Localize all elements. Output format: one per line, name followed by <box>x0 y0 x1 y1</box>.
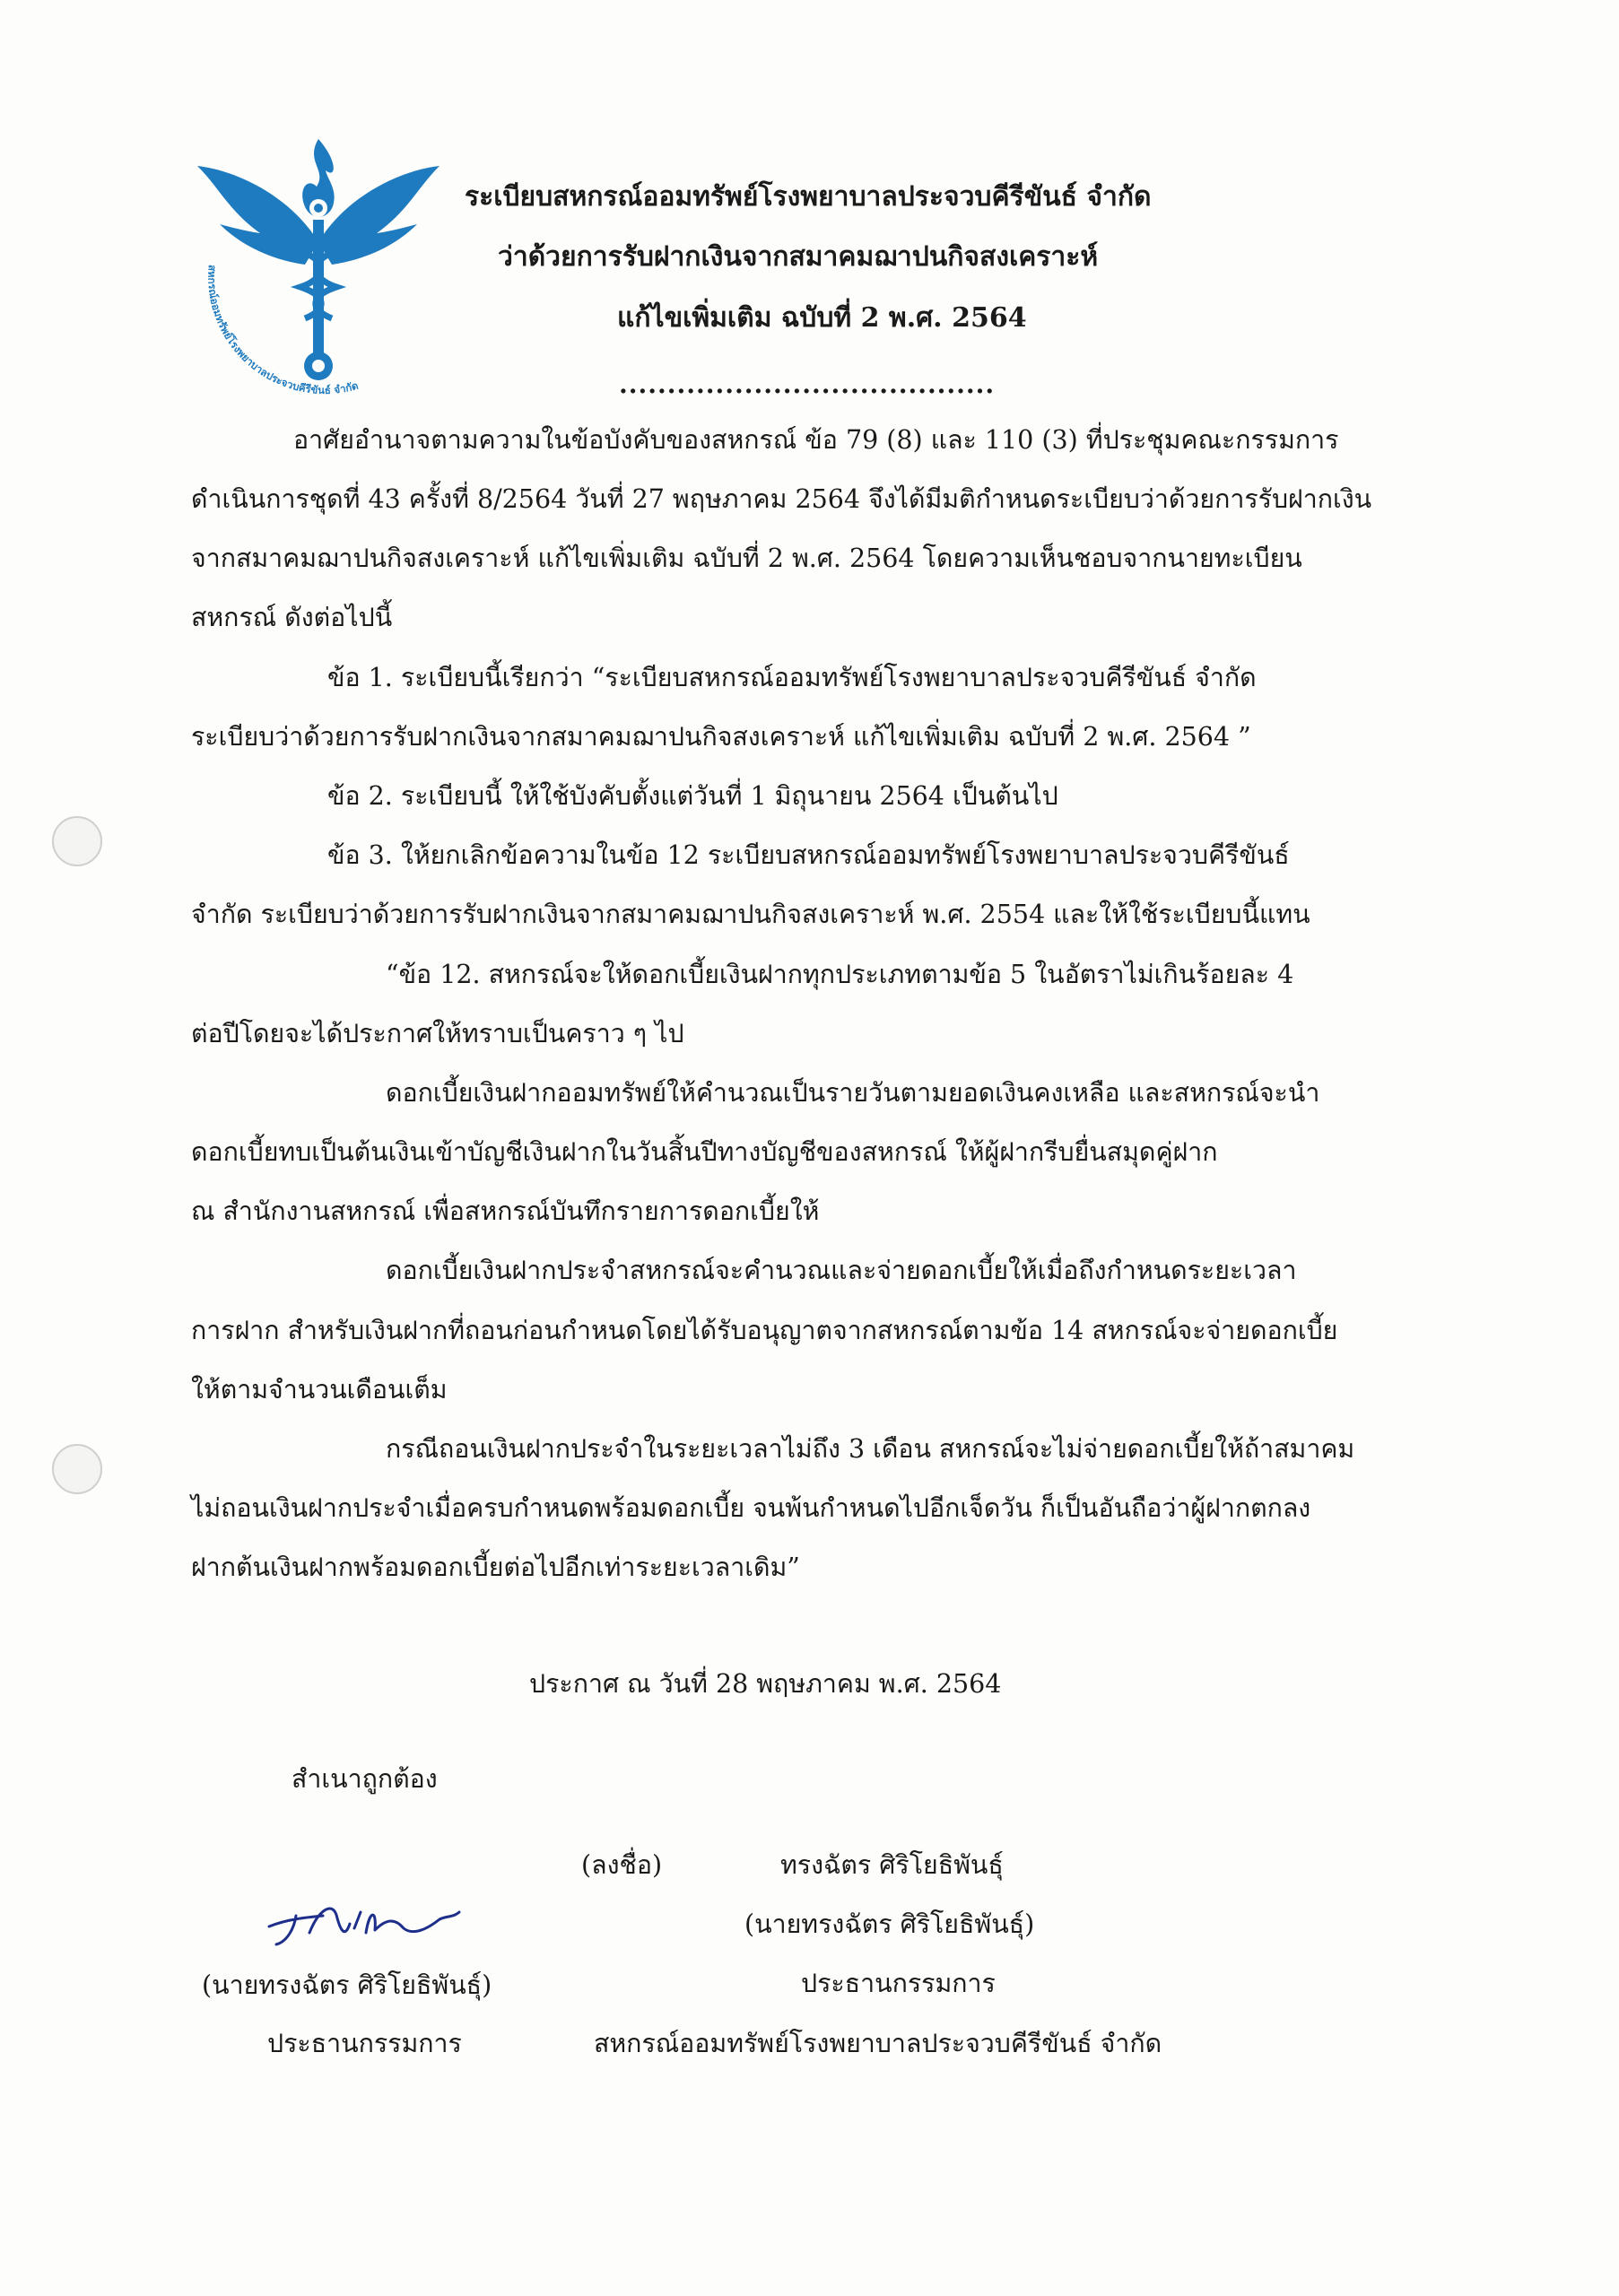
organization-name: สหกรณ์ออมทรัพย์โรงพยาบาลประจวบคีรีขันธ์ จำกัด <box>594 2029 1162 2058</box>
body-line: กรณีถอนเงินฝากประจำในระยะเวลาไม่ถึง 3 เดือน สหกรณ์จะไม่จ่ายดอกเบี้ยให้ถ้าสมาคม <box>386 1434 1355 1464</box>
header-amendment: แก้ไขเพิ่มเติม ฉบับที่ 2 พ.ศ. 2564 <box>617 302 1027 334</box>
header-title: ระเบียบสหกรณ์ออมทรัพย์โรงพยาบาลประจวบคีรีขันธ์ จำกัด <box>465 181 1152 213</box>
punch-hole <box>52 1444 102 1494</box>
certified-copy-label: สำเนาถูกต้อง <box>292 1764 438 1794</box>
sign-label: (ลงชื่อ) <box>581 1850 663 1880</box>
cooperative-logo <box>193 135 444 395</box>
body-line: ดำเนินการชุดที่ 43 ครั้งที่ 8/2564 วันที่ 27 พฤษภาคม 2564 จึงได้มีมติกำหนดระเบียบว่าด้วยการรับฝากเงิน <box>191 484 1372 514</box>
header-divider-dots: ....................................... <box>619 370 996 399</box>
body-line: ดอกเบี้ยเงินฝากออมทรัพย์ให้คำนวณเป็นรายวันตามยอดเงินคงเหลือ และสหกรณ์จะนำ <box>386 1078 1320 1108</box>
body-line: อาศัยอำนาจตามความในข้อบังคับของสหกรณ์ ข้อ 79 (8) และ 110 (3) ที่ประชุมคณะกรรมการ <box>293 425 1339 455</box>
body-line: ระเบียบว่าด้วยการรับฝากเงินจากสมาคมฌาปนกิจสงเคราะห์ แก้ไขเพิ่มเติม ฉบับที่ 2 พ.ศ. 2564 ” <box>191 722 1251 752</box>
body-line: การฝาก สำหรับเงินฝากที่ถอนก่อนกำหนดโดยได้รับอนุญาตจากสหกรณ์ตามข้อ 14 สหกรณ์จะจ่ายดอกเบี้ย <box>191 1316 1338 1345</box>
handwritten-signature <box>260 1892 466 1955</box>
body-line: ข้อ 1. ระเบียบนี้เรียกว่า “ระเบียบสหกรณ์ออมทรัพย์โรงพยาบาลประจวบคีรีขันธ์ จำกัด <box>327 663 1257 692</box>
body-line: ดอกเบี้ยทบเป็นต้นเงินเข้าบัญชีเงินฝากในวันสิ้นปีทางบัญชีของสหกรณ์ ให้ผู้ฝากรีบยื่นสมุดคู่ฝาก <box>191 1137 1218 1167</box>
body-line: ณ สำนักงานสหกรณ์ เพื่อสหกรณ์บันทึกรายการดอกเบี้ยให้ <box>191 1196 820 1226</box>
certifier-position: ประธานกรรมการ <box>267 2029 462 2058</box>
body-line: จำกัด ระเบียบว่าด้วยการรับฝากเงินจากสมาคมฌาปนกิจสงเคราะห์ พ.ศ. 2554 และให้ใช้ระเบียบนี้แทน <box>191 900 1310 929</box>
body-line: “ข้อ 12. สหกรณ์จะให้ดอกเบี้ยเงินฝากทุกประเภทตามข้อ 5 ในอัตราไม่เกินร้อยละ 4 <box>386 960 1294 989</box>
header-subtitle: ว่าด้วยการรับฝากเงินจากสมาคมฌาปนกิจสงเคราะห์ <box>498 241 1099 273</box>
svg-text:สหกรณ์ออมทรัพย์โรงพยาบาลประจวบ: สหกรณ์ออมทรัพย์โรงพยาบาลประจวบคีรีขันธ์ จำกัด <box>205 264 360 395</box>
body-line: ไม่ถอนเงินฝากประจำเมื่อครบกำหนดพร้อมดอกเบี้ย จนพ้นกำหนดไปอีกเจ็ดวัน ก็เป็นอันถือว่าผู้ฝากตกลง <box>191 1493 1311 1523</box>
signed-name: ทรงฉัตร ศิริโยธิพันธุ์ <box>780 1850 1004 1880</box>
certifier-name: (นายทรงฉัตร ศิริโยธิพันธุ์) <box>202 1970 492 2000</box>
signatory-position: ประธานกรรมการ <box>801 1969 996 1998</box>
body-line: ดอกเบี้ยเงินฝากประจำสหกรณ์จะคำนวณและจ่ายดอกเบี้ยให้เมื่อถึงกำหนดระยะเวลา <box>386 1256 1297 1285</box>
body-line: จากสมาคมฌาปนกิจสงเคราะห์ แก้ไขเพิ่มเติม ฉบับที่ 2 พ.ศ. 2564 โดยความเห็นชอบจากนายทะเบียน <box>191 544 1302 573</box>
body-line: ต่อปีโดยจะได้ประกาศให้ทราบเป็นคราว ๆ ไป <box>191 1019 684 1048</box>
punch-hole <box>52 816 102 866</box>
announcement-date: ประกาศ ณ วันที่ 28 พฤษภาคม พ.ศ. 2564 <box>529 1669 1002 1699</box>
signatory-full-name: (นายทรงฉัตร ศิริโยธิพันธุ์) <box>744 1909 1035 1939</box>
body-line: ข้อ 3. ให้ยกเลิกข้อความในข้อ 12 ระเบียบสหกรณ์ออมทรัพย์โรงพยาบาลประจวบคีรีขันธ์ <box>327 840 1290 870</box>
body-line: ข้อ 2. ระเบียบนี้ ให้ใช้บังคับตั้งแต่วันที่ 1 มิถุนายน 2564 เป็นต้นไป <box>327 781 1058 811</box>
body-line: ฝากต้นเงินฝากพร้อมดอกเบี้ยต่อไปอีกเท่าระยะเวลาเดิม” <box>191 1552 800 1582</box>
body-line: ให้ตามจำนวนเดือนเต็ม <box>191 1375 448 1405</box>
body-line: สหกรณ์ ดังต่อไปนี้ <box>191 603 393 632</box>
